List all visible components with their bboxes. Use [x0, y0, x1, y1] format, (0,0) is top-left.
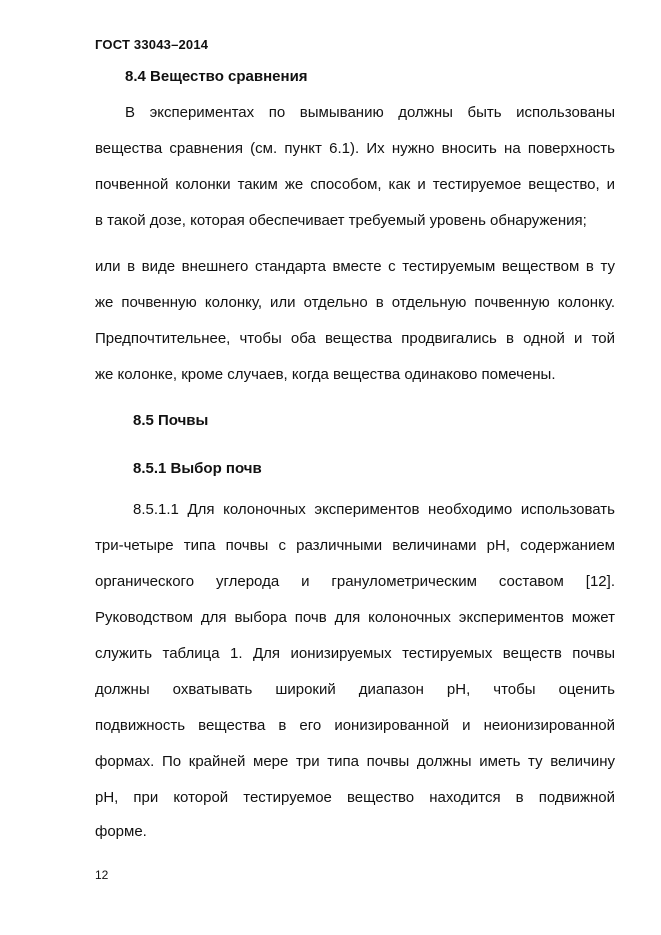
text-line: же почвенную колонку, или отдельно в отдельную почвенную колонку.: [95, 294, 615, 311]
text-line: В экспериментах по вымыванию должны быть использованы: [125, 104, 615, 121]
page-number: 12: [95, 868, 109, 882]
text-line: формах. По крайней мере три типа почвы должны иметь ту величину: [95, 753, 615, 770]
document-header: ГОСТ 33043–2014: [95, 37, 209, 52]
text-line: три-четыре типа почвы с различными величинами pH, содержанием: [95, 537, 615, 554]
text-line: Предпочтительнее, чтобы оба вещества продвигались в одной и той: [95, 330, 615, 347]
text-line: форме.: [95, 823, 147, 840]
text-line: должны охватывать широкий диапазон pH, чтобы оценить: [95, 681, 615, 698]
section-heading-8-4: 8.4 Вещество сравнения: [125, 68, 308, 85]
text-line: органического углерода и гранулометрическим составом [12].: [95, 573, 615, 590]
text-line: Руководством для выбора почв для колоночных экспериментов может: [95, 609, 615, 626]
text-line: почвенной колонки таким же способом, как и тестируемое вещество, и: [95, 176, 615, 193]
section-heading-8-5: 8.5 Почвы: [133, 412, 209, 429]
text-line: pH, при которой тестируемое вещество находится в подвижной: [95, 789, 615, 806]
text-line: же колонке, кроме случаев, когда вещества одинаково помечены.: [95, 366, 556, 383]
text-line: 8.5.1.1 Для колоночных экспериментов необходимо использовать: [133, 501, 615, 518]
text-line: служить таблица 1. Для ионизируемых тестируемых веществ почвы: [95, 645, 615, 662]
text-line: подвижность вещества в его ионизированной и неионизированной: [95, 717, 615, 734]
text-line: или в виде внешнего стандарта вместе с тестируемым веществом в ту: [95, 258, 615, 275]
text-line: в такой дозе, которая обеспечивает требуемый уровень обнаружения;: [95, 212, 587, 229]
text-line: вещества сравнения (см. пункт 6.1). Их нужно вносить на поверхность: [95, 140, 615, 157]
section-heading-8-5-1: 8.5.1 Выбор почв: [133, 460, 262, 477]
